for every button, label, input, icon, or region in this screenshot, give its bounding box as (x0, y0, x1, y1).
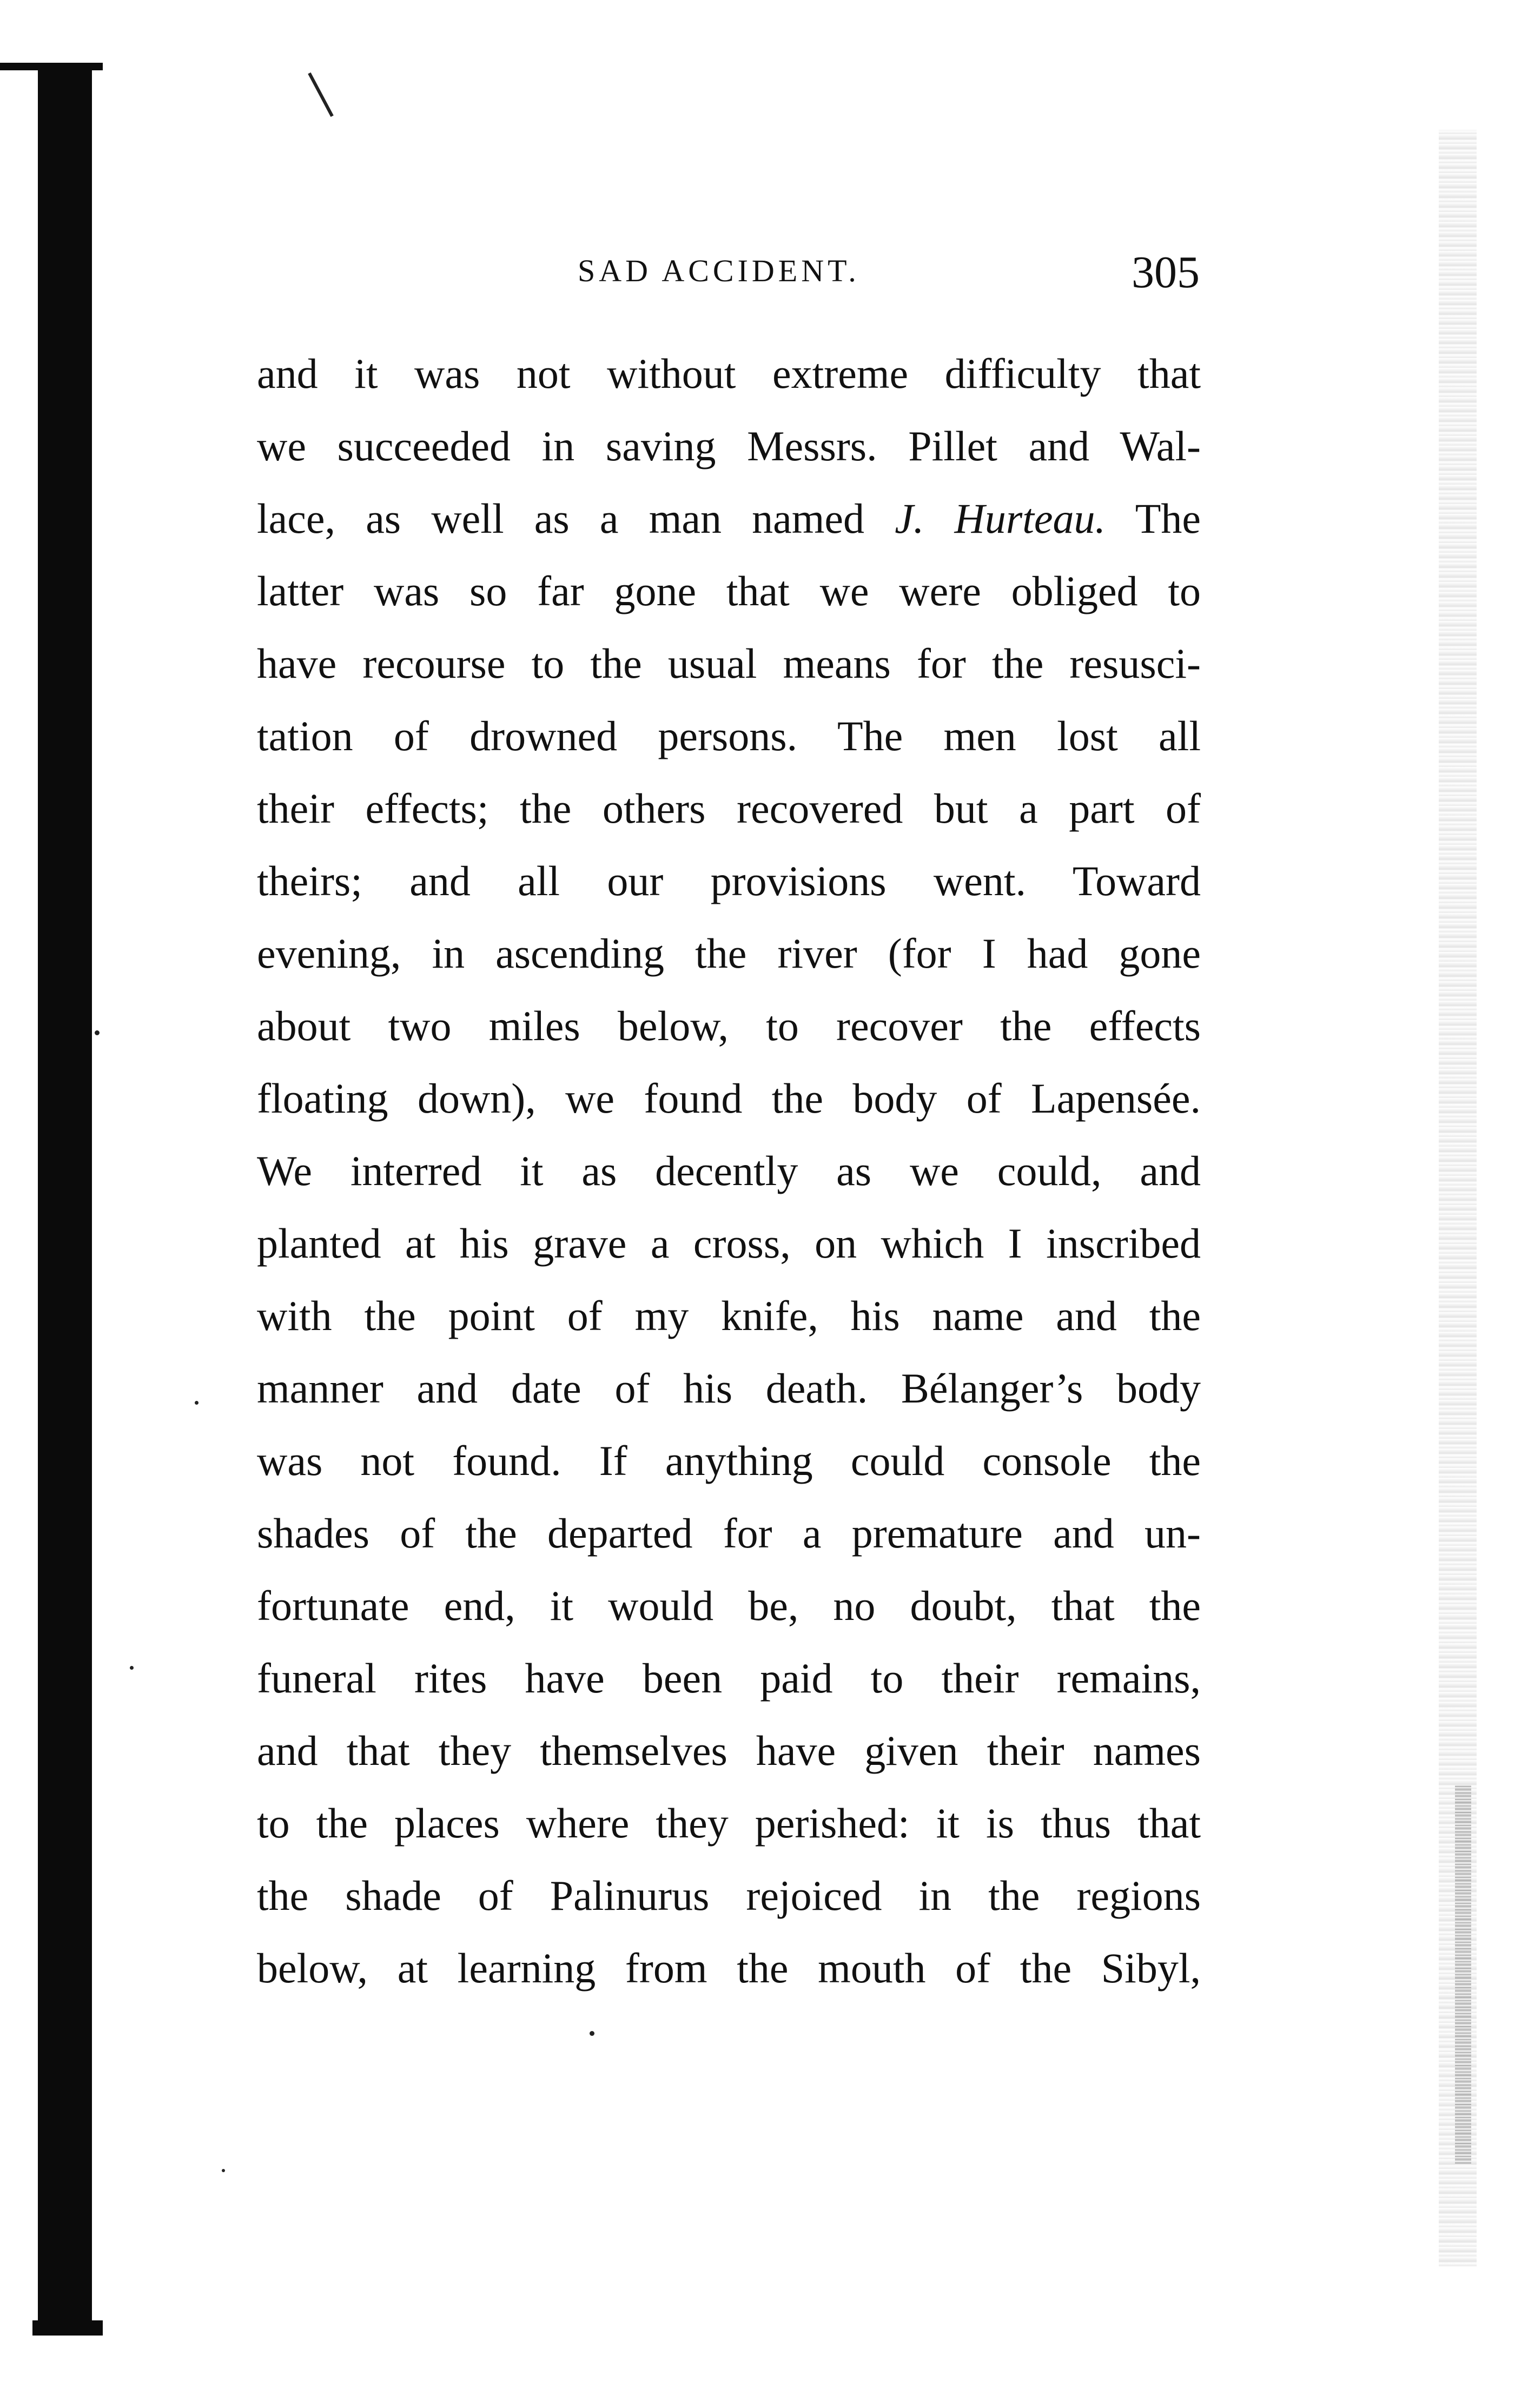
text-line: We interred it as decently as we could, and (257, 1147, 1201, 1194)
text-line: floating down), we found the body of Lapensée. (257, 1075, 1201, 1122)
page-edge-shading-dark (1455, 1785, 1471, 2164)
ink-speck (222, 2169, 225, 2172)
ink-speck (195, 1401, 199, 1405)
text-line: planted at his grave a cross, on which I inscribed (257, 1220, 1201, 1267)
text-line: to the places where they perished: it is thus that (257, 1800, 1201, 1847)
body-text (257, 338, 1201, 2005)
text-segment: lace, as well as a man named (257, 495, 865, 542)
text-line: below, at learning from the mouth of the Sibyl, (257, 1944, 1201, 1992)
text-line-with-italic (257, 482, 1201, 555)
binding-edge-bottom (32, 2320, 103, 2336)
text-line: we succeeded in saving Messrs. Pillet and Wal- (257, 422, 1201, 469)
binding-edge (38, 64, 92, 2336)
text-line: latter was so far gone that we were obliged to (257, 567, 1201, 614)
text-line: was not found. If anything could console the (257, 1437, 1201, 1484)
ink-speck (130, 1666, 134, 1670)
text-line: tation of drowned persons. The men lost all (257, 712, 1201, 759)
running-head: SAD ACCIDENT. (578, 253, 860, 288)
text-line: the shade of Palinurus rejoiced in the regions (257, 1872, 1201, 1919)
text-line: and that they themselves have given their names (257, 1727, 1201, 1774)
text-line: have recourse to the usual means for the resusci- (257, 640, 1201, 687)
text-line: manner and date of his death. Bélanger’s body (257, 1365, 1201, 1412)
text-line: funeral rites have been paid to their remains, (257, 1655, 1201, 1702)
text-line: shades of the departed for a premature and un- (257, 1510, 1201, 1557)
italic-name: J. Hurteau. (895, 495, 1106, 542)
text-line: theirs; and all our provisions went. Toward (257, 857, 1201, 904)
ink-speck (95, 1030, 100, 1035)
text-line: fortunate end, it would be, no doubt, that the (257, 1582, 1201, 1629)
ink-mark (308, 72, 334, 117)
ink-speck (590, 2031, 594, 2036)
page-header (259, 246, 1200, 306)
text-segment: The (1135, 495, 1201, 542)
text-line: their effects; the others recovered but a part of (257, 785, 1201, 832)
text-line: and it was not without extreme difficulty that (257, 350, 1201, 397)
text-line: about two miles below, to recover the effects (257, 1002, 1201, 1049)
page-number: 305 (1132, 247, 1200, 297)
text-line: evening, in ascending the river (for I had gone (257, 930, 1201, 977)
text-line: with the point of my knife, his name and the (257, 1292, 1201, 1339)
